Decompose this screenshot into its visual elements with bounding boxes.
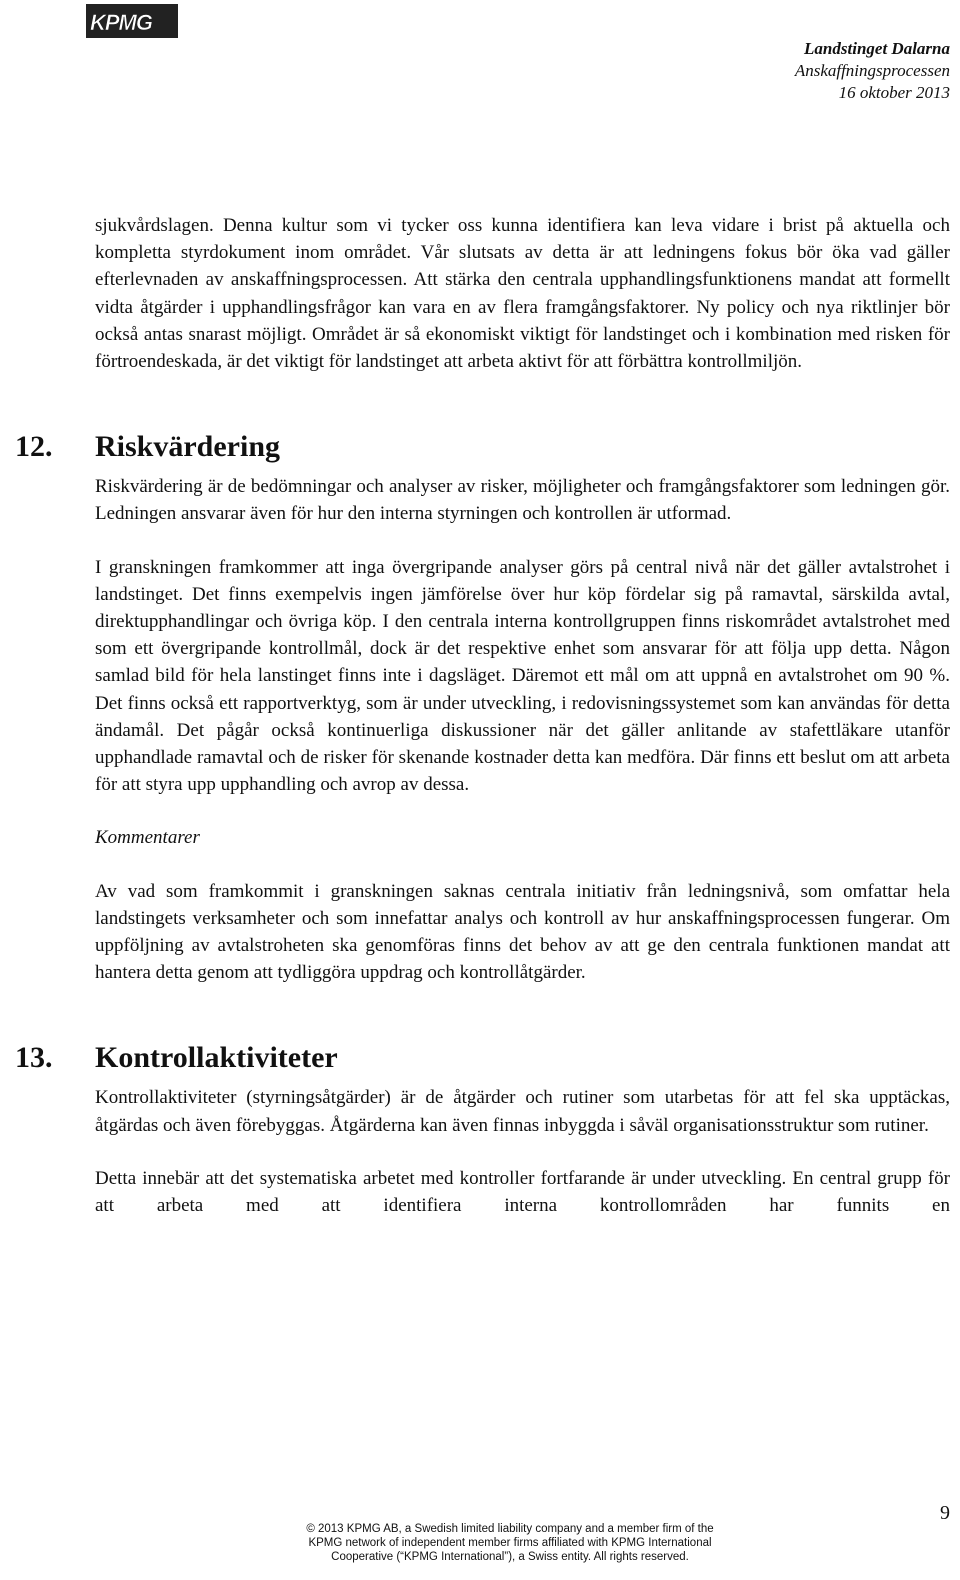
footer-line-2: KPMG network of independent member firms affiliated with KPMG International xyxy=(308,1537,712,1549)
comments-heading: Kommentarer xyxy=(95,827,200,849)
document-body xyxy=(15,212,950,1219)
footer-line-3: Cooperative (“KPMG International”), a Swiss entity. All rights reserved. xyxy=(331,1551,689,1563)
section-12-paragraph-1: Riskvärdering är de bedömningar och analyser av risker, möjligheter och framgångsfaktorer som ledningen gör. Ledningen ansvarar även för hur den interna styrningen och kontrollen är utformad. xyxy=(95,476,950,525)
section-13-number: 13. xyxy=(15,1041,53,1075)
section-13-paragraph-1: Kontrollaktiviteter (styrningsåtgärder) är de åtgärder och rutiner som utarbetas för att fel ska upptäckas, åtgärdas och även förebyggas. Åtgärderna kan även finnas inbyggda i såväl organisationsstruktur som rutiner. xyxy=(95,1087,950,1136)
comments-paragraph: Av vad som framkommit i granskningen saknas centrala initiativ från ledningsnivå, som omfattar hela landstingets verksamheter och som innefattar analys och kontroll av hur anskaffningsprocessen fungerar. Om uppföljning av avtalstroheten ska genomföras finns det behov av att ge den centrala funktionen mandat att hantera detta genom att tydliggöra uppdrag och kontrollåtgärder. xyxy=(95,880,950,984)
copyright-footer xyxy=(280,1522,740,1564)
section-12-heading xyxy=(15,427,950,467)
page-number: 9 xyxy=(940,1502,950,1524)
section-13-heading xyxy=(15,1038,950,1078)
section-13-paragraph-2: Detta innebär att det systematiska arbetet med kontroller fortfarande är under utveckling. En central grupp för att arbeta med att identifiera interna kontrollområden har funnits en xyxy=(95,1167,950,1217)
section-12-number: 12. xyxy=(15,430,53,464)
header-date: 16 oktober 2013 xyxy=(838,83,950,102)
footer-line-1: © 2013 KPMG AB, a Swedish limited liability company and a member firm of the xyxy=(306,1523,714,1535)
header-subject: Anskaffningsprocessen xyxy=(794,61,950,80)
header-organization: Landstinget Dalarna xyxy=(804,39,950,58)
logo-text: KPMG xyxy=(90,10,152,35)
section-12-title: Riskvärdering xyxy=(95,430,281,464)
section-12-paragraph-2: I granskningen framkommer att inga övergripande analyser görs på central nivå när det gäller avtalstrohet i landstinget. Det finns exempelvis ingen jämförelse över hur köp fördelar sig på ramavtal, särskilda avtal, direktupphandlingar och övriga köp. I den centrala interna kontrollgruppen finns riskområdet avtalstrohet med som ett övergripande kontrollmål, dock är det respektive enhet som ansvarar för att följa upp detta. Någon samlad bild för hela lanstinget finns inte i dagsläget. Däremot ett mål om att uppnå en avtalstrohet om 90 %. Det finns också ett rapportverktyg, som är under utveckling, i redovisningssystemet som kan användas för detta ändamål. Det pågår också kontinuerliga diskussioner när det gäller anlitande av stafettläkare utanför upphandlade ramavtal och de risker för skenande kostnader detta kan medföra. Där finns ett beslut om att arbeta för att styra upp upphandling och avrop av dessa. xyxy=(95,556,950,796)
section-13-title: Kontrollaktiviteter xyxy=(95,1041,338,1075)
intro-paragraph: sjukvårdslagen. Denna kultur som vi tycker oss kunna identifiera kan leva vidare i brist på aktuella och kompletta styrdokument inom området. Vår slutsats av detta är att ledningens fokus bör öka vad gäller efterlevnaden av anskaffningsprocessen. Att stärka den centrala upphandlingsfunktionens mandat att formellt vidta åtgärder i upphandlingsfrågor kan vara en av flera framgångsfaktorer. Ny policy och nya riktlinjer bör också antas snarast möjligt. Området är så ekonomiskt viktigt för landstinget och i kombination med risken för förtroendeskada, är det viktigt för landstinget att arbeta aktivt för att förbättra kontrollmiljön. xyxy=(95,215,950,373)
document-header xyxy=(795,38,950,104)
